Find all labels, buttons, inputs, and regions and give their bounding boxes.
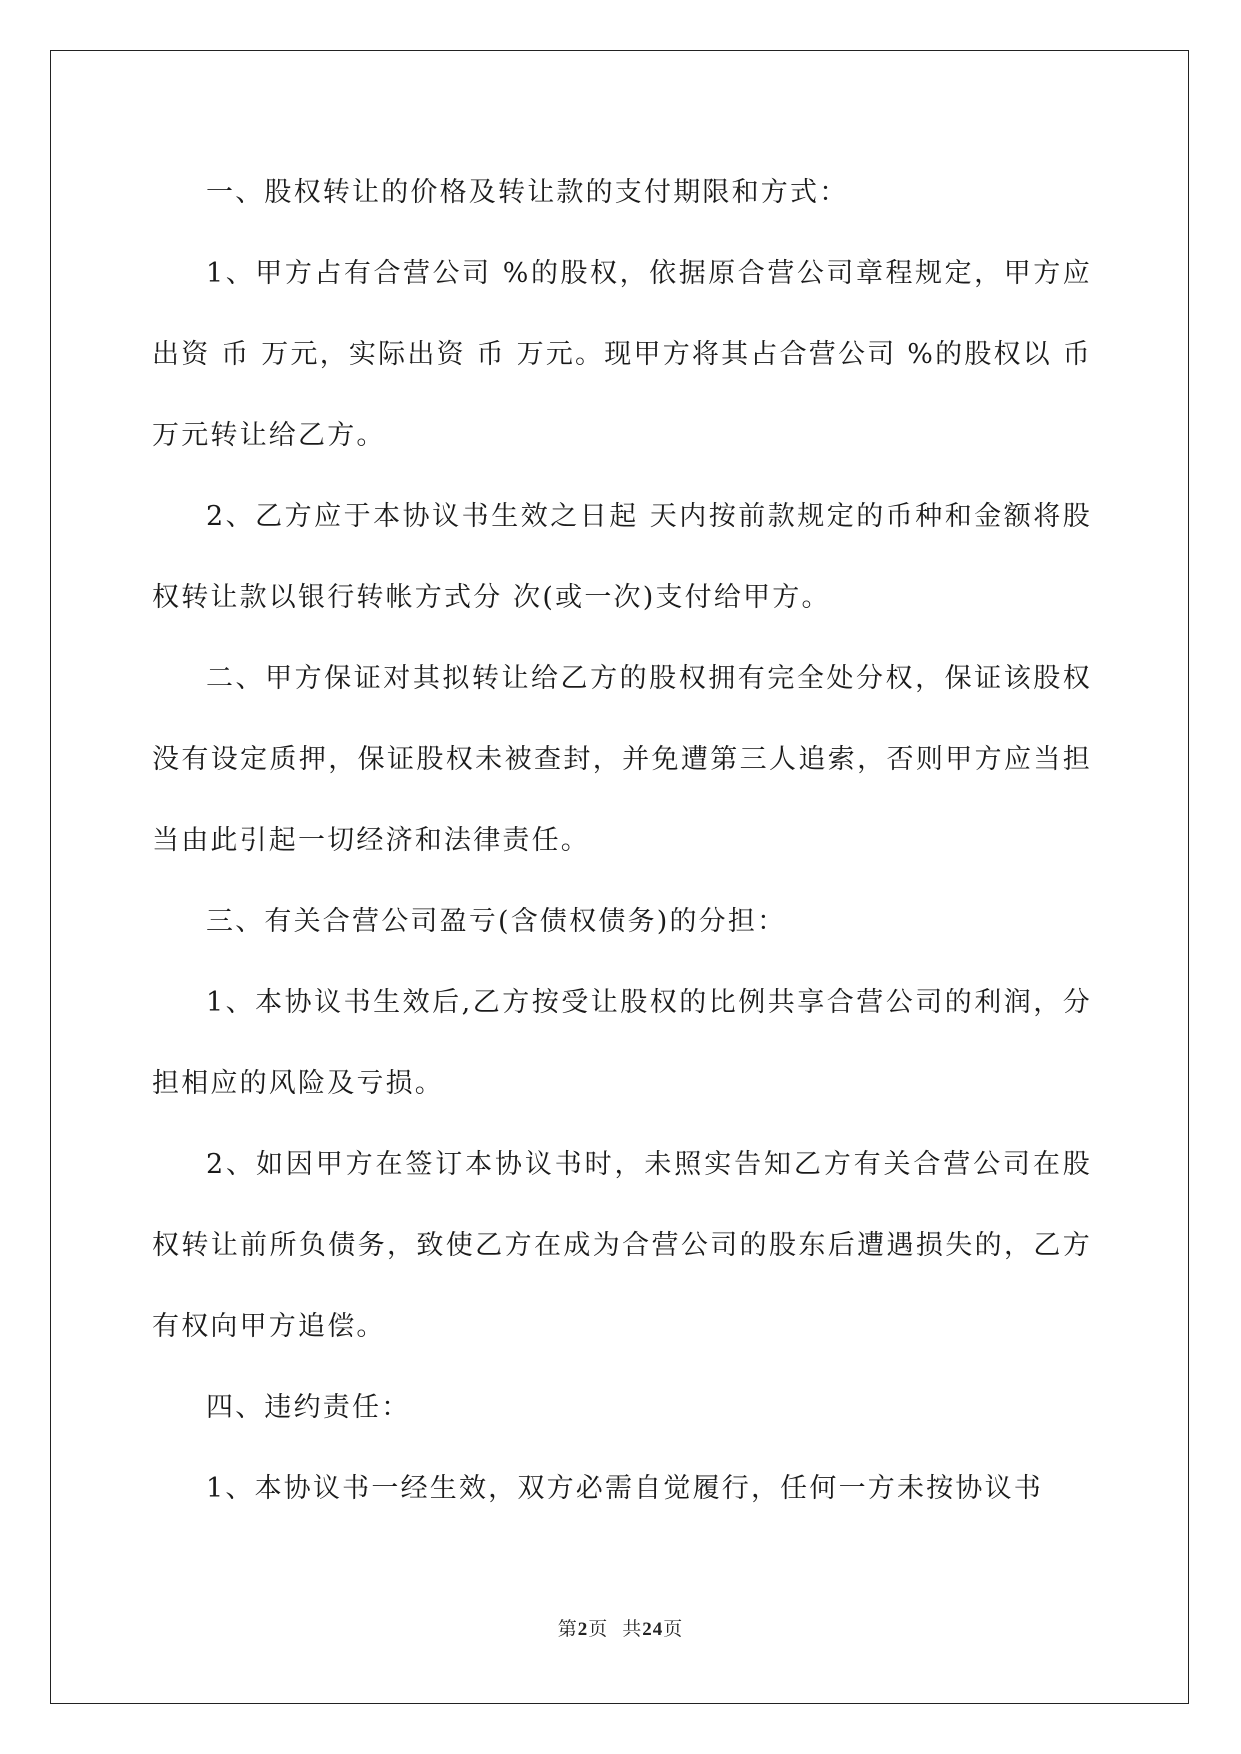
paragraph-section-3-heading: 三、有关合营公司盈亏(含债权债务)的分担：	[206, 906, 787, 937]
page-footer	[0, 1614, 1241, 1641]
page-suffix: 页	[588, 1619, 609, 1640]
paragraph-3-2: 2、如因甲方在签订本协议书时，未照实告知乙方有关合营公司在股权转让前所负债务，致使乙方在成为合营公司的股东后遭遇损失的，乙方有权向甲方追偿。	[152, 1149, 1092, 1342]
page-prefix: 第	[557, 1619, 578, 1640]
paragraph-section-4-heading: 四、违约责任：	[206, 1392, 411, 1423]
paragraph-1-2: 2、乙方应于本协议书生效之日起 天内按前款规定的币种和金额将股权转让款以银行转帐方式分 次(或一次)支付给甲方。	[152, 501, 1092, 613]
document-body	[152, 152, 1092, 1529]
paragraph-section-1-heading: 一、股权转让的价格及转让款的支付期限和方式：	[206, 177, 849, 208]
total-pages: 24	[642, 1619, 664, 1640]
paragraph-3-1: 1、本协议书生效后,乙方按受让股权的比例共享合营公司的利润，分担相应的风险及亏损。	[152, 987, 1092, 1099]
paragraph-section-2: 二、甲方保证对其拟转让给乙方的股权拥有完全处分权，保证该股权没有设定质押，保证股权未被查封，并免遭第三人追索，否则甲方应当担当由此引起一切经济和法律责任。	[152, 663, 1092, 856]
page-current: 2	[577, 1619, 589, 1640]
paragraph-1-1: 1、甲方占有合营公司 %的股权，依据原合营公司章程规定，甲方应出资 币 万元，实际出资 币 万元。现甲方将其占合营公司 %的股权以 币 万元转让给乙方。	[152, 258, 1092, 451]
paragraph-4-1: 1、本协议书一经生效，双方必需自觉履行，任何一方未按协议书	[206, 1473, 1043, 1504]
total-suffix: 页	[663, 1619, 684, 1640]
total-prefix: 共	[622, 1619, 643, 1640]
